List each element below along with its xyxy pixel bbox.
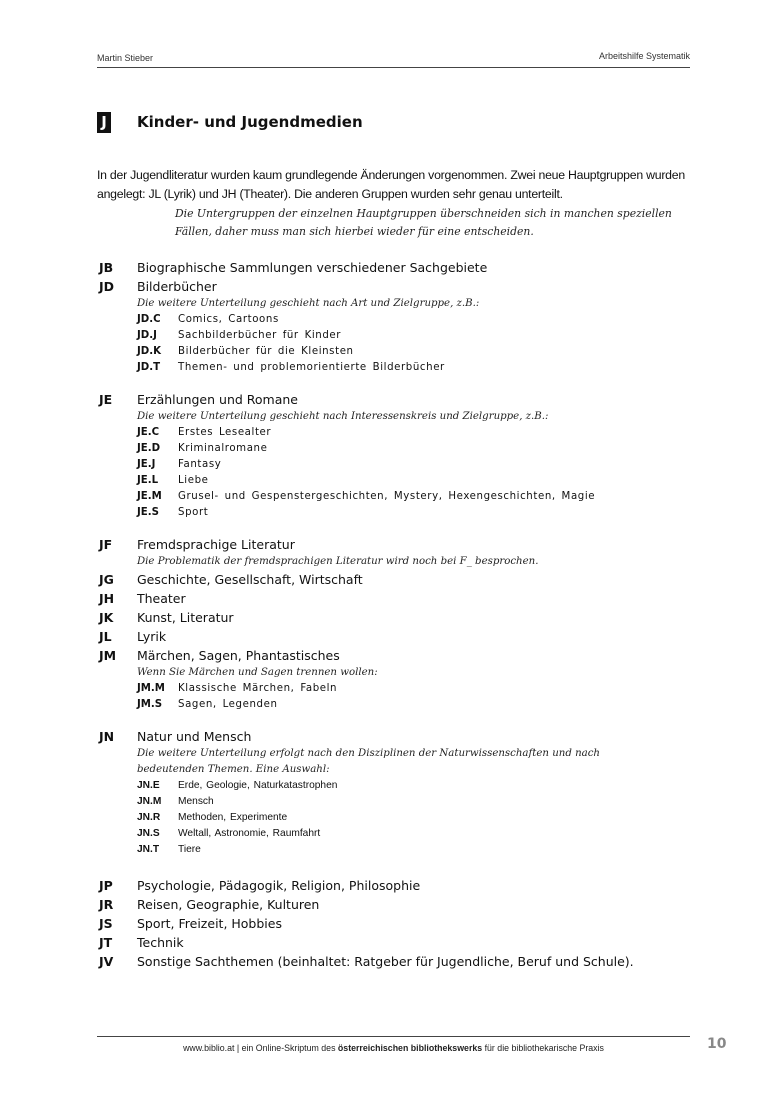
subentry-code: JN.T — [137, 844, 160, 855]
footer-publisher: österreichischen bibliothekswerks — [337, 1043, 483, 1053]
entry-jn — [97, 727, 697, 858]
subentry-label: Tiere — [178, 844, 201, 855]
subentry-jn-s — [137, 826, 697, 842]
subentry-code: JD.K — [137, 346, 162, 357]
subentry-label: Methoden, Experimente — [178, 812, 288, 823]
subentry-label: Sagen, Legenden — [178, 699, 278, 710]
entry-code: JR — [99, 897, 114, 912]
entry-line — [97, 727, 697, 746]
entry-code: JF — [99, 537, 113, 552]
subentry-code: JE.M — [137, 491, 162, 502]
entry-line — [97, 277, 697, 296]
subentry-label: Erde, Geologie, Naturkatastrophen — [178, 780, 338, 791]
entry-line — [97, 895, 697, 914]
section-letter-badge: J — [97, 112, 111, 133]
entry-line — [97, 535, 697, 554]
subentry-jn-m — [137, 794, 697, 810]
subentry-label: Liebe — [178, 475, 209, 486]
entry-code: JD — [99, 279, 115, 294]
entry-label: Geschichte, Gesellschaft, Wirtschaft — [137, 572, 363, 587]
subentry-label: Erstes Lesealter — [178, 427, 272, 438]
entry-line — [97, 608, 697, 627]
subentry-jd-k — [137, 344, 697, 360]
entry-code: JG — [99, 572, 114, 587]
intro-paragraph: In der Jugendliteratur wurden kaum grundlegende Änderungen vorgenommen. Zwei neue Hauptgruppen wurden angelegt: JL (Lyrik) und JH (Theater). Die anderen Gruppen wurden sehr genau unterteilt. — [97, 168, 685, 201]
entry-jm — [97, 646, 697, 713]
header-author: Martin Stieber — [97, 53, 154, 63]
entry-line — [97, 876, 697, 895]
entry-label: Technik — [137, 935, 184, 950]
entry-label: Märchen, Sagen, Phantastisches — [137, 648, 340, 663]
page-header — [97, 50, 690, 68]
subentry-label: Kriminalromane — [178, 443, 268, 454]
subentry-label: Comics, Cartoons — [178, 314, 279, 325]
entry-line — [97, 570, 697, 589]
entry-jd — [97, 277, 697, 376]
subentry-jn-r — [137, 810, 697, 826]
subentry-jd-c — [137, 312, 697, 328]
subentry-code: JN.S — [137, 828, 160, 839]
entry-label: Fremdsprachige Literatur — [137, 537, 295, 552]
entry-label: Kunst, Literatur — [137, 610, 234, 625]
subentry-label: Grusel- und Gespenstergeschichten, Mystery, Hexengeschichten, Magie — [178, 491, 596, 502]
entry-code: JH — [99, 591, 115, 606]
footer-text-post: für die bibliothekarische Praxis — [482, 1043, 604, 1053]
subentry-jm-s — [137, 697, 697, 713]
entry-label: Lyrik — [137, 629, 167, 644]
entry-label: Sonstige Sachthemen (beinhaltet: Ratgeber für Jugendliche, Beruf und Schule). — [137, 954, 634, 969]
classification-list — [97, 258, 697, 971]
entry-jf — [97, 535, 697, 570]
entry-line — [97, 933, 697, 952]
subentry-label: Sachbilderbücher für Kinder — [178, 330, 342, 341]
subentry-je-s — [137, 505, 697, 521]
subentry-code: JD.C — [137, 314, 161, 325]
entry-jr — [97, 895, 697, 914]
entry-note: Die weitere Unterteilung geschieht nach Interessenskreis und Zielgruppe, z.B.: — [137, 411, 549, 422]
subentry-code: JM.M — [137, 683, 165, 694]
subentry-label: Weltall, Astronomie, Raumfahrt — [178, 828, 321, 839]
entry-line — [97, 390, 697, 409]
entry-jl — [97, 627, 697, 646]
subentry-label: Themen- und problemorientierte Bilderbücher — [178, 362, 445, 373]
subentry-code: JN.M — [137, 796, 162, 807]
header-doc-title: Arbeitshilfe Systematik — [598, 51, 690, 61]
entry-note: Die weitere Unterteilung erfolgt nach den Disziplinen der Naturwissenschaften und nach bedeutenden Themen. Eine Auswahl: — [137, 748, 600, 775]
entry-line — [97, 627, 697, 646]
page-footer — [97, 1043, 690, 1053]
entry-code: JV — [99, 954, 114, 969]
entry-label: Bilderbücher — [137, 279, 217, 294]
entry-jp — [97, 876, 697, 895]
entry-code: JP — [99, 878, 113, 893]
subentry-je-m — [137, 489, 697, 505]
subentry-label: Fantasy — [178, 459, 222, 470]
section-title: Kinder- und Jugendmedien — [137, 113, 363, 131]
subentry-label: Klassische Märchen, Fabeln — [178, 683, 338, 694]
subentry-jn-t — [137, 842, 697, 858]
entry-label: Erzählungen und Romane — [137, 392, 298, 407]
page-number: 10 — [707, 1036, 727, 1052]
subentry-code: JE.D — [137, 443, 161, 454]
subentry-code: JE.J — [137, 459, 156, 470]
subentry-code: JD.J — [137, 330, 157, 341]
entry-label: Reisen, Geographie, Kulturen — [137, 897, 320, 912]
entry-label: Biographische Sammlungen verschiedener Sachgebiete — [137, 260, 488, 275]
subentry-code: JN.E — [137, 780, 160, 791]
entry-code: JS — [99, 916, 113, 931]
subentry-label: Sport — [178, 507, 209, 518]
entry-line — [97, 914, 697, 933]
entry-label: Sport, Freizeit, Hobbies — [137, 916, 282, 931]
entry-js — [97, 914, 697, 933]
entry-jb — [97, 258, 697, 277]
subentry-code: JE.L — [137, 475, 159, 486]
entry-code: JL — [99, 629, 112, 644]
subentry-code: JN.R — [137, 812, 161, 823]
entry-jk — [97, 608, 697, 627]
entry-code: JE — [99, 392, 113, 407]
subentry-label: Bilderbücher für die Kleinsten — [178, 346, 354, 357]
subentry-jd-t — [137, 360, 697, 376]
entry-jv — [97, 952, 697, 971]
entry-code: JK — [99, 610, 114, 625]
entry-line — [97, 952, 697, 971]
entry-label: Psychologie, Pädagogik, Religion, Philosophie — [137, 878, 421, 893]
entry-code: JM — [99, 648, 117, 663]
entry-note: Die Problematik der fremdsprachigen Literatur wird noch bei F_ besprochen. — [137, 556, 539, 567]
entry-je — [97, 390, 697, 521]
entry-label: Theater — [137, 591, 186, 606]
subentry-jd-j — [137, 328, 697, 344]
subentry-je-d — [137, 441, 697, 457]
subentry-label: Mensch — [178, 796, 214, 807]
entry-label: Natur und Mensch — [137, 729, 252, 744]
subentry-jn-e — [137, 778, 697, 794]
entry-jg — [97, 570, 697, 589]
entry-jh — [97, 589, 697, 608]
footer-text-pre: www.biblio.at | ein Online-Skriptum des — [183, 1043, 338, 1053]
intro-note: Die Untergruppen der einzelnen Hauptgruppen überschneiden sich in manchen speziellen Fällen, daher muss man sich hierbei wieder für eine entscheiden. — [175, 207, 672, 238]
entry-line — [97, 258, 697, 277]
subentry-je-j — [137, 457, 697, 473]
footer-rule — [97, 1036, 690, 1037]
entry-note: Die weitere Unterteilung geschieht nach Art und Zielgruppe, z.B.: — [137, 298, 480, 309]
subentry-code: JE.C — [137, 427, 160, 438]
subentry-code: JE.S — [137, 507, 159, 518]
entry-code: JT — [99, 935, 113, 950]
entry-code: JN — [99, 729, 115, 744]
entry-note: Wenn Sie Märchen und Sagen trennen wollen: — [137, 667, 378, 678]
subentry-je-c — [137, 425, 697, 441]
subentry-je-l — [137, 473, 697, 489]
subentry-jm-m — [137, 681, 697, 697]
entry-jt — [97, 933, 697, 952]
entry-code: JB — [99, 260, 114, 275]
subentry-code: JM.S — [137, 699, 163, 710]
entry-line — [97, 589, 697, 608]
entry-line — [97, 646, 697, 665]
subentry-code: JD.T — [137, 362, 161, 373]
